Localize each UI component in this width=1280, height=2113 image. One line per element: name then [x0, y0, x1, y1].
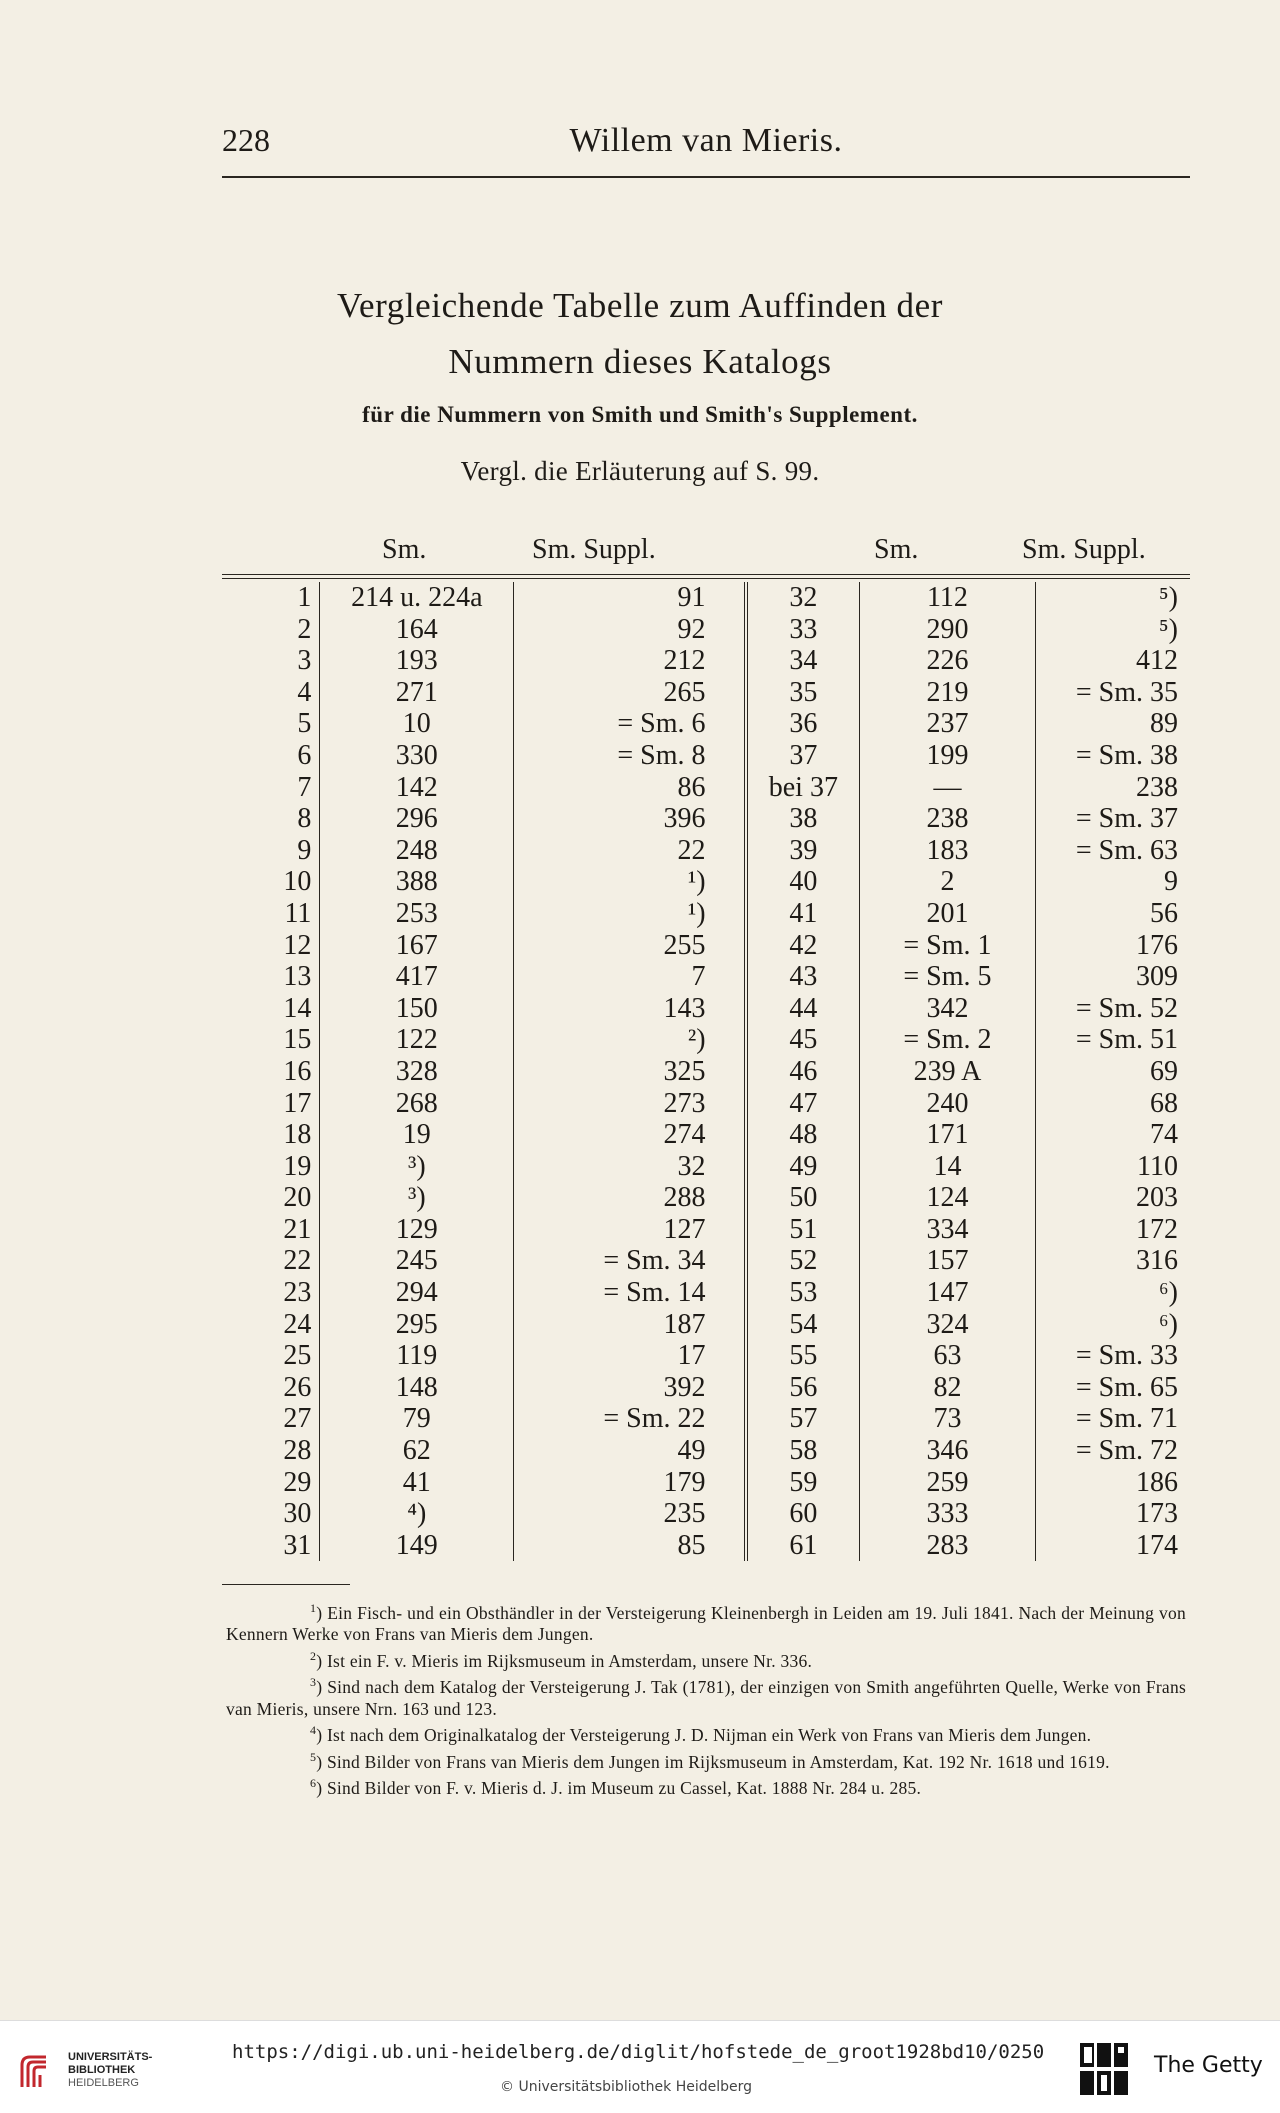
supplement-no-left-cell: ¹)	[514, 866, 746, 898]
column-header-left-sm: Sm.	[382, 534, 427, 565]
supplement-no-right-cell: = Sm. 38	[1035, 740, 1190, 772]
catalog-no-right-cell: 61	[746, 1530, 860, 1562]
catalog-no-right-cell: 51	[746, 1214, 860, 1246]
catalog-no-right-cell: 36	[746, 708, 860, 740]
supplement-no-left-cell: 92	[514, 614, 746, 646]
smith-no-right-cell: = Sm. 2	[860, 1024, 1036, 1056]
footnote-marker: 4	[310, 1723, 317, 1738]
university-library-logo-icon	[16, 2051, 58, 2093]
table-subtitle: für die Nummern von Smith und Smith's Supplement.	[362, 402, 918, 427]
footnote-text: Sind Bilder von Frans van Mieris dem Jungen im Rijksmuseum in Amsterdam, Kat. 192 Nr. 1618 und 1619.	[326, 1751, 1110, 1772]
supplement-no-left-cell: 288	[514, 1182, 746, 1214]
comparison-table-body	[222, 582, 1190, 1561]
table-title-line-1: Vergleichende Tabelle zum Auffinden der	[336, 286, 944, 325]
catalog-no-left-cell: 23	[283, 1277, 312, 1309]
smith-no-left-cell: 10	[320, 708, 514, 740]
catalog-no-right-cell: 60	[746, 1498, 860, 1530]
footnote-marker: 2	[310, 1649, 317, 1664]
catalog-no-right-cell: 49	[746, 1151, 860, 1183]
column-header-left-suppl: Sm. Suppl.	[532, 534, 656, 565]
smith-no-right-cell: 237	[860, 708, 1036, 740]
catalog-no-left-cell: 30	[283, 1498, 312, 1530]
table-row	[222, 1024, 1190, 1056]
footnote: $^6$) Sind Bilder von F. v. Mieris d. J. im Museum zu Cassel, Kat. 1888 Nr. 284 u. 285.	[310, 1776, 922, 1799]
page-number: 228	[222, 122, 270, 158]
supplement-no-right-cell: ⁵)	[1035, 614, 1190, 646]
catalog-no-right-cell: 44	[746, 993, 860, 1025]
footnote-marker: 6	[310, 1776, 317, 1791]
table-row	[222, 803, 1190, 835]
catalog-no-left-cell: 31	[283, 1529, 312, 1561]
table-row	[222, 645, 1190, 677]
smith-no-left-cell: 214 u. 224a	[320, 582, 514, 614]
supplement-no-right-cell: 68	[1035, 1088, 1190, 1120]
table-top-rule	[222, 574, 1190, 575]
catalog-no-left-cell: 16	[283, 1055, 312, 1087]
table-row	[222, 1277, 1190, 1309]
smith-no-right-cell: 73	[860, 1403, 1036, 1435]
catalog-no-left-cell: 2	[297, 613, 312, 645]
table-row	[222, 677, 1190, 709]
viewer-footer	[0, 2020, 1280, 2113]
supplement-no-right-cell: 412	[1035, 645, 1190, 677]
catalog-no-left-cell: 20	[283, 1182, 312, 1214]
supplement-no-left-cell: 325	[514, 1056, 746, 1088]
table-row	[222, 1309, 1190, 1341]
smith-no-right-cell: 342	[860, 993, 1036, 1025]
smith-no-right-cell: 63	[860, 1340, 1036, 1372]
getty-logo-icon	[1078, 2041, 1130, 2097]
table-row	[222, 1340, 1190, 1372]
table-row	[222, 708, 1190, 740]
supplement-no-right-cell: = Sm. 37	[1035, 803, 1190, 835]
smith-no-right-cell: 82	[860, 1372, 1036, 1404]
smith-no-left-cell: 119	[320, 1340, 514, 1372]
catalog-no-right-cell: 56	[746, 1372, 860, 1404]
table-row	[222, 1467, 1190, 1499]
footnote-marker: 1	[310, 1601, 317, 1615]
supplement-no-left-cell: 392	[514, 1372, 746, 1404]
getty-name: The Getty	[1154, 2053, 1263, 2078]
catalog-no-left-cell: 7	[297, 771, 312, 803]
footnote: $^2$) Ist ein F. v. Mieris im Rijksmuseum in Amsterdam, unsere Nr. 336.	[310, 1649, 813, 1671]
catalog-no-right-cell: 34	[746, 645, 860, 677]
smith-no-right-cell: 239 A	[860, 1056, 1036, 1088]
smith-no-left-cell: 129	[320, 1214, 514, 1246]
catalog-no-left-cell: 13	[283, 961, 312, 993]
supplement-no-right-cell: 316	[1035, 1245, 1190, 1277]
supplement-no-right-cell: = Sm. 72	[1035, 1435, 1190, 1467]
supplement-no-right-cell: 186	[1035, 1467, 1190, 1499]
catalog-no-left-cell: 8	[297, 803, 312, 835]
smith-no-right-cell: = Sm. 5	[860, 961, 1036, 993]
column-header-right-sm: Sm.	[874, 534, 919, 565]
smith-no-right-cell: 324	[860, 1309, 1036, 1341]
supplement-no-left-cell: 265	[514, 677, 746, 709]
table-row	[222, 1435, 1190, 1467]
catalog-no-left-cell: 14	[283, 992, 312, 1024]
catalog-no-right-cell: 50	[746, 1182, 860, 1214]
catalog-no-right-cell: bei 37	[746, 772, 860, 804]
catalog-no-left-cell: 5	[297, 708, 312, 740]
catalog-no-left-cell: 19	[283, 1150, 312, 1182]
table-row	[222, 1151, 1190, 1183]
supplement-no-right-cell: 172	[1035, 1214, 1190, 1246]
catalog-no-right-cell: 33	[746, 614, 860, 646]
catalog-no-left-cell: 1	[297, 582, 312, 613]
smith-no-left-cell: 41	[320, 1467, 514, 1499]
footnote-text: Sind nach dem Katalog der Versteigerung J. Tak (1781), der einzigen von Smith angeführten Quelle, Werke von Frans van Mieris, unsere Nrn. 163 und 123.	[226, 1677, 1187, 1719]
table-row	[222, 1530, 1190, 1562]
footnote: $^3$) Sind nach dem Katalog der Versteigerung J. Tak (1781), der einzigen von Smith angeführten Quelle, Werke von Frans van Mieris, unsere Nrn. 163 und 123.	[226, 1675, 1187, 1719]
smith-no-left-cell: 167	[320, 930, 514, 962]
catalog-no-right-cell: 59	[746, 1467, 860, 1499]
smith-no-left-cell: 62	[320, 1435, 514, 1467]
header-rule	[222, 176, 1190, 178]
catalog-no-left-cell: 27	[283, 1403, 312, 1435]
catalog-no-right-cell: 58	[746, 1435, 860, 1467]
table-row	[222, 614, 1190, 646]
catalog-no-right-cell: 52	[746, 1245, 860, 1277]
university-library-name: UNIVERSITÄTS- BIBLIOTHEK HEIDELBERG	[68, 2051, 153, 2089]
table-row	[222, 1372, 1190, 1404]
catalog-no-right-cell: 42	[746, 930, 860, 962]
smith-no-left-cell: 142	[320, 772, 514, 804]
footnote-text: Sind Bilder von F. v. Mieris d. J. im Museum zu Cassel, Kat. 1888 Nr. 284 u. 285.	[326, 1778, 922, 1799]
smith-no-right-cell: —	[860, 772, 1036, 804]
smith-no-right-cell: 201	[860, 898, 1036, 930]
supplement-no-left-cell: 49	[514, 1435, 746, 1467]
supplement-no-left-cell: 396	[514, 803, 746, 835]
smith-no-right-cell: 124	[860, 1182, 1036, 1214]
smith-no-right-cell: 112	[860, 582, 1036, 614]
catalog-no-right-cell: 43	[746, 961, 860, 993]
catalog-no-left-cell: 22	[283, 1245, 312, 1277]
smith-no-left-cell: 150	[320, 993, 514, 1025]
table-row	[222, 1214, 1190, 1246]
table-row	[222, 1403, 1190, 1435]
smith-no-left-cell: 122	[320, 1024, 514, 1056]
catalog-no-right-cell: 38	[746, 803, 860, 835]
smith-no-left-cell: ³)	[320, 1151, 514, 1183]
comparison-table	[222, 582, 1190, 1561]
catalog-no-left-cell: 21	[283, 1213, 312, 1245]
smith-no-right-cell: 2	[860, 866, 1036, 898]
supplement-no-right-cell: = Sm. 33	[1035, 1340, 1190, 1372]
supplement-no-right-cell: 74	[1035, 1119, 1190, 1151]
table-row	[222, 740, 1190, 772]
smith-no-left-cell: ³)	[320, 1182, 514, 1214]
supplement-no-right-cell: = Sm. 51	[1035, 1024, 1190, 1056]
reference-note: Vergl. die Erläuterung auf S. 99.	[460, 456, 820, 486]
supplement-no-left-cell: 212	[514, 645, 746, 677]
footnote-text: Ist nach dem Originalkatalog der Versteigerung J. D. Nijman ein Werk von Frans van Mieris dem Jungen.	[326, 1725, 1092, 1746]
page-header	[222, 122, 1190, 168]
catalog-no-right-cell: 45	[746, 1024, 860, 1056]
table-row	[222, 993, 1190, 1025]
supplement-no-left-cell: = Sm. 14	[514, 1277, 746, 1309]
smith-no-left-cell: 417	[320, 961, 514, 993]
catalog-no-right-cell: 37	[746, 740, 860, 772]
smith-no-left-cell: ⁴)	[320, 1498, 514, 1530]
supplement-no-right-cell: 56	[1035, 898, 1190, 930]
supplement-no-right-cell: ⁶)	[1035, 1277, 1190, 1309]
supplement-no-right-cell: 173	[1035, 1498, 1190, 1530]
smith-no-right-cell: 290	[860, 614, 1036, 646]
supplement-no-left-cell: 91	[514, 582, 746, 614]
footnote-marker: 3	[310, 1675, 317, 1690]
smith-no-right-cell: 346	[860, 1435, 1036, 1467]
catalog-no-left-cell: 26	[283, 1371, 312, 1403]
footnote-rule	[222, 1584, 350, 1585]
catalog-no-left-cell: 9	[297, 834, 312, 866]
supplement-no-left-cell: 17	[514, 1340, 746, 1372]
smith-no-left-cell: 164	[320, 614, 514, 646]
smith-no-right-cell: 219	[860, 677, 1036, 709]
catalog-no-left-cell: 4	[297, 676, 312, 708]
smith-no-left-cell: 193	[320, 645, 514, 677]
catalog-no-right-cell: 53	[746, 1277, 860, 1309]
smith-no-left-cell: 295	[320, 1309, 514, 1341]
smith-no-left-cell: 148	[320, 1372, 514, 1404]
catalog-no-right-cell: 35	[746, 677, 860, 709]
catalog-no-right-cell: 55	[746, 1340, 860, 1372]
catalog-no-left-cell: 18	[283, 1119, 312, 1151]
smith-no-right-cell: = Sm. 1	[860, 930, 1036, 962]
supplement-no-left-cell: 22	[514, 835, 746, 867]
table-row	[222, 1119, 1190, 1151]
smith-no-right-cell: 147	[860, 1277, 1036, 1309]
catalog-no-right-cell: 48	[746, 1119, 860, 1151]
supplement-no-left-cell: ¹)	[514, 898, 746, 930]
table-row	[222, 1245, 1190, 1277]
smith-no-left-cell: 253	[320, 898, 514, 930]
supplement-no-left-cell: 273	[514, 1088, 746, 1120]
footnote-text: Ein Fisch- und ein Obsthändler in der Versteigerung Kleinenbergh in Leiden am 19. Juli 1841. Nach der Meinung von Kennern Werke von Frans van Mieris dem Jungen.	[226, 1602, 1187, 1645]
catalog-no-left-cell: 12	[283, 929, 312, 961]
table-row	[222, 961, 1190, 993]
smith-no-right-cell: 259	[860, 1467, 1036, 1499]
supplement-no-left-cell: 179	[514, 1467, 746, 1499]
permalink-url[interactable]: https://digi.ub.uni-heidelberg.de/diglit/hofstede_de_groot1928bd10/0250	[232, 2041, 1045, 2063]
supplement-no-right-cell: ⁵)	[1035, 582, 1190, 614]
catalog-no-right-cell: 54	[746, 1309, 860, 1341]
smith-no-left-cell: 268	[320, 1088, 514, 1120]
column-header-right-suppl: Sm. Suppl.	[1022, 534, 1146, 565]
smith-no-right-cell: 334	[860, 1214, 1036, 1246]
supplement-no-right-cell: ⁶)	[1035, 1309, 1190, 1341]
table-row	[222, 772, 1190, 804]
supplement-no-right-cell: = Sm. 35	[1035, 677, 1190, 709]
catalog-no-right-cell: 40	[746, 866, 860, 898]
catalog-no-left-cell: 29	[283, 1466, 312, 1498]
supplement-no-right-cell: 9	[1035, 866, 1190, 898]
supplement-no-right-cell: 69	[1035, 1056, 1190, 1088]
catalog-no-right-cell: 32	[746, 582, 860, 614]
supplement-no-left-cell: = Sm. 6	[514, 708, 746, 740]
smith-no-left-cell: 79	[320, 1403, 514, 1435]
smith-no-right-cell: 333	[860, 1498, 1036, 1530]
footnote-text: Ist ein F. v. Mieris im Rijksmuseum in Amsterdam, unsere Nr. 336.	[326, 1650, 813, 1671]
catalog-no-left-cell: 11	[284, 897, 312, 929]
footnote: $^4$) Ist nach dem Originalkatalog der Versteigerung J. D. Nijman ein Werk von Frans van Mieris dem Jungen.	[310, 1723, 1092, 1746]
smith-no-right-cell: 183	[860, 835, 1036, 867]
smith-no-right-cell: 171	[860, 1119, 1036, 1151]
supplement-no-left-cell: 86	[514, 772, 746, 804]
supplement-no-right-cell: 176	[1035, 930, 1190, 962]
table-row	[222, 582, 1190, 614]
supplement-no-left-cell: 187	[514, 1309, 746, 1341]
supplement-no-left-cell: 7	[514, 961, 746, 993]
supplement-no-left-cell: 32	[514, 1151, 746, 1183]
smith-no-left-cell: 388	[320, 866, 514, 898]
catalog-no-left-cell: 6	[297, 739, 312, 771]
catalog-no-left-cell: 25	[283, 1340, 312, 1372]
supplement-no-right-cell: = Sm. 52	[1035, 993, 1190, 1025]
footnote: $^1$) Ein Fisch- und ein Obsthändler in der Versteigerung Kleinenbergh in Leiden am 19. Juli 1841. Nach der Meinung von Kennern Werke von Frans van Mieris dem Jungen.	[226, 1601, 1187, 1645]
table-row	[222, 1056, 1190, 1088]
catalog-no-left-cell: 15	[283, 1024, 312, 1056]
smith-no-left-cell: 328	[320, 1056, 514, 1088]
copyright-notice: © Universitätsbibliothek Heidelberg	[500, 2079, 753, 2095]
smith-no-left-cell: 19	[320, 1119, 514, 1151]
table-row	[222, 930, 1190, 962]
supplement-no-right-cell: 174	[1035, 1530, 1190, 1562]
catalog-no-left-cell: 28	[283, 1435, 312, 1467]
supplement-no-left-cell: 235	[514, 1498, 746, 1530]
supplement-no-left-cell: 143	[514, 993, 746, 1025]
smith-no-right-cell: 157	[860, 1245, 1036, 1277]
supplement-no-right-cell: 309	[1035, 961, 1190, 993]
table-row	[222, 898, 1190, 930]
catalog-no-right-cell: 46	[746, 1056, 860, 1088]
catalog-no-right-cell: 41	[746, 898, 860, 930]
footnotes	[226, 1598, 1186, 1800]
catalog-no-right-cell: 47	[746, 1088, 860, 1120]
supplement-no-left-cell: = Sm. 8	[514, 740, 746, 772]
smith-no-right-cell: 238	[860, 803, 1036, 835]
smith-no-right-cell: 14	[860, 1151, 1036, 1183]
supplement-no-right-cell: = Sm. 71	[1035, 1403, 1190, 1435]
supplement-no-left-cell: = Sm. 34	[514, 1245, 746, 1277]
table-title-line-2: Nummern dieses Katalogs	[448, 342, 832, 381]
footnote-marker: 5	[310, 1749, 317, 1764]
table-row	[222, 1182, 1190, 1214]
smith-no-right-cell: 199	[860, 740, 1036, 772]
supplement-no-right-cell: = Sm. 65	[1035, 1372, 1190, 1404]
smith-no-left-cell: 248	[320, 835, 514, 867]
smith-no-right-cell: 226	[860, 645, 1036, 677]
supplement-no-right-cell: 238	[1035, 772, 1190, 804]
supplement-no-left-cell: 255	[514, 930, 746, 962]
smith-no-left-cell: 296	[320, 803, 514, 835]
smith-no-left-cell: 149	[320, 1530, 514, 1562]
catalog-no-right-cell: 39	[746, 835, 860, 867]
catalog-no-right-cell: 57	[746, 1403, 860, 1435]
table-row	[222, 1088, 1190, 1120]
supplement-no-right-cell: 110	[1035, 1151, 1190, 1183]
supplement-no-right-cell: 89	[1035, 708, 1190, 740]
catalog-no-left-cell: 10	[283, 866, 312, 898]
catalog-no-left-cell: 24	[283, 1308, 312, 1340]
supplement-no-right-cell: = Sm. 63	[1035, 835, 1190, 867]
catalog-no-left-cell: 3	[297, 645, 312, 677]
smith-no-right-cell: 283	[860, 1530, 1036, 1562]
table-row	[222, 866, 1190, 898]
supplement-no-right-cell: 203	[1035, 1182, 1190, 1214]
supplement-no-left-cell: 85	[514, 1530, 746, 1562]
supplement-no-left-cell: 274	[514, 1119, 746, 1151]
table-row	[222, 1498, 1190, 1530]
smith-no-left-cell: 271	[320, 677, 514, 709]
table-row	[222, 835, 1190, 867]
smith-no-left-cell: 294	[320, 1277, 514, 1309]
smith-no-left-cell: 245	[320, 1245, 514, 1277]
supplement-no-left-cell: ²)	[514, 1024, 746, 1056]
catalog-no-left-cell: 17	[283, 1087, 312, 1119]
supplement-no-left-cell: 127	[514, 1214, 746, 1246]
smith-no-right-cell: 240	[860, 1088, 1036, 1120]
supplement-no-left-cell: = Sm. 22	[514, 1403, 746, 1435]
running-title: Willem van Mieris.	[569, 122, 843, 159]
smith-no-left-cell: 330	[320, 740, 514, 772]
footnote: $^5$) Sind Bilder von Frans van Mieris dem Jungen im Rijksmuseum in Amsterdam, Kat. 192 Nr. 1618 und 1619.	[310, 1749, 1110, 1772]
table-top-rule-double	[222, 578, 1190, 579]
